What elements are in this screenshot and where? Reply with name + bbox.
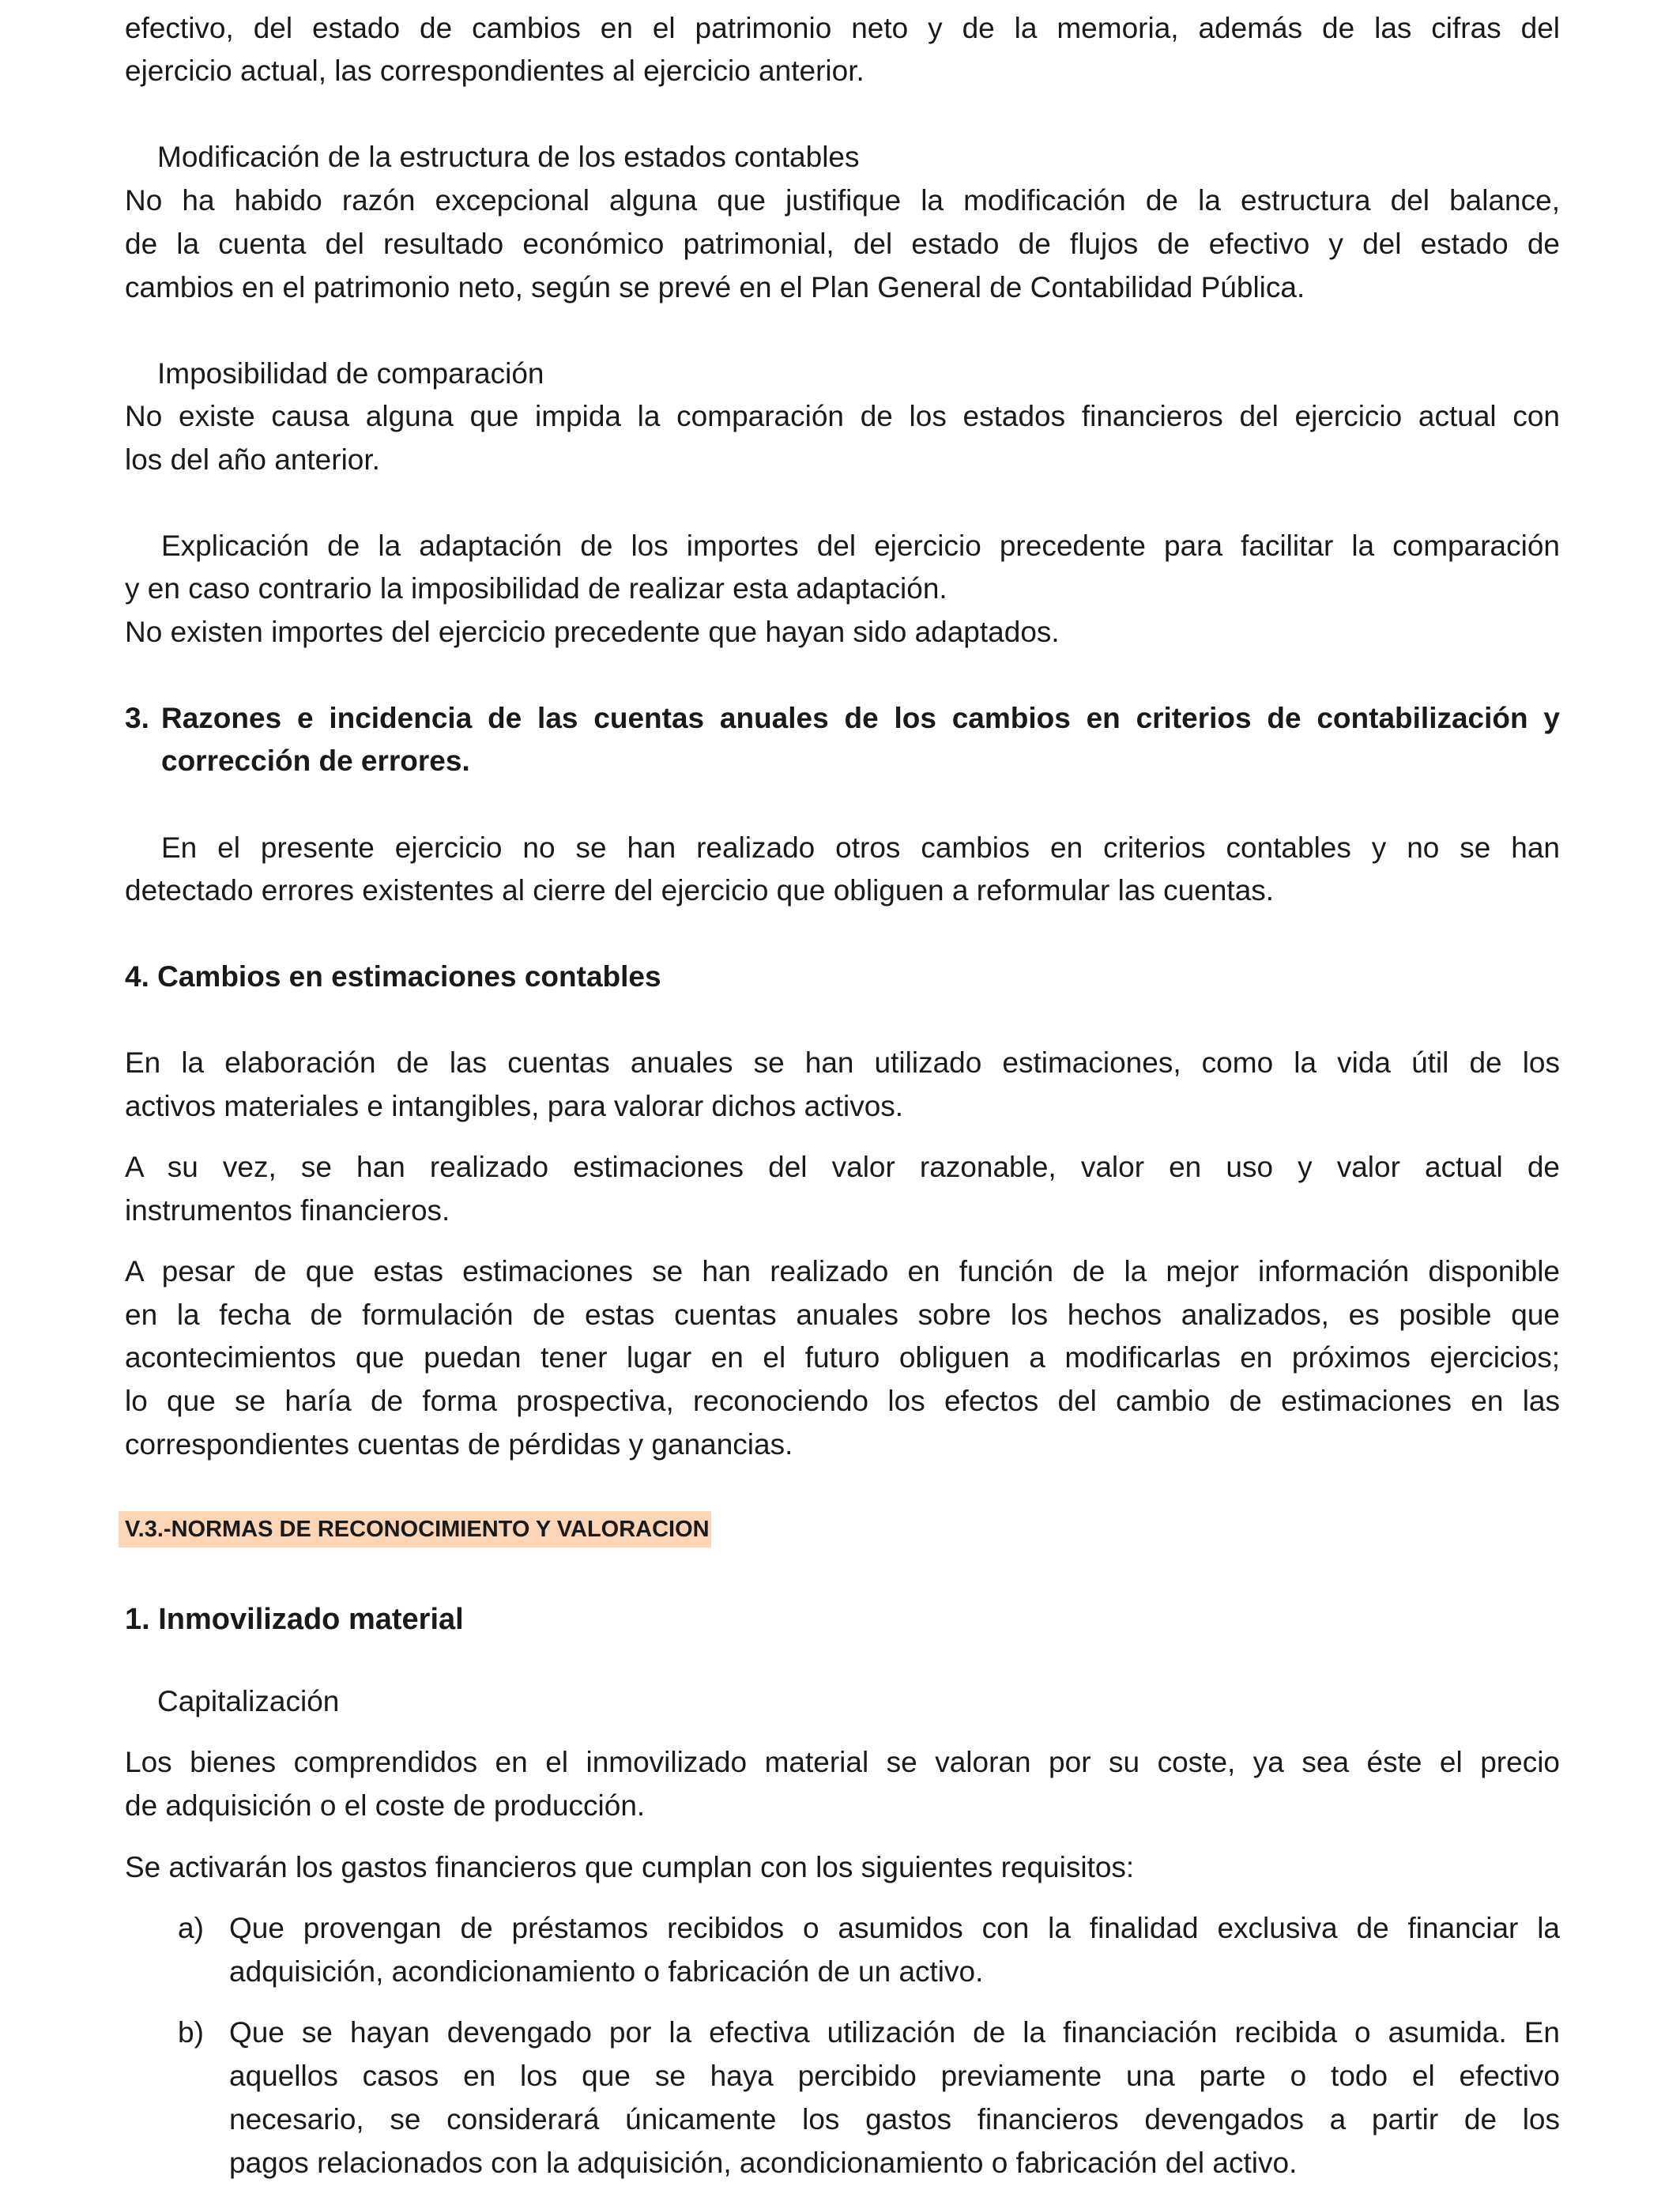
section-4-p3-line-4: lo que se haría de forma prospectiva, reconociendo los efectos del cambio de estimaciones en las xyxy=(125,1385,1560,1417)
modificacion-line-1: No ha habido razón excepcional alguna que justifique la modificación de la estructura del balance, xyxy=(125,184,1560,217)
modificacion-title: Modificación de la estructura de los estados contables xyxy=(157,141,860,173)
list-item-a-marker: a) xyxy=(178,1912,204,1944)
section-3-para-line-2: detectado errores existentes al cierre del ejercicio que obliguen a reformular las cuentas. xyxy=(125,874,1275,907)
list-item-b-line-3: necesario, se considerará únicamente los gastos financieros devengados a partir de los xyxy=(229,2103,1560,2136)
intro-line-1: efectivo, del estado de cambios en el patrimonio neto y de la memoria, además de las cifras del xyxy=(125,12,1560,44)
section-4-p1-line-1: En la elaboración de las cuentas anuales se han utilizado estimaciones, como la vida útil de los xyxy=(125,1046,1560,1079)
v3-heading: V.3.-NORMAS DE RECONOCIMIENTO Y VALORACION xyxy=(125,1517,710,1542)
section-3-para-line-1: En el presente ejercicio no se han realizado otros cambios en criterios contables y no se han xyxy=(161,831,1560,864)
inmovilizado-p1-line-2: de adquisición o el coste de producción. xyxy=(125,1789,646,1822)
section-4-p3-line-5: correspondientes cuentas de pérdidas y ganancias. xyxy=(125,1428,793,1461)
explicacion-line-2: y en caso contrario la imposibilidad de realizar esta adaptación. xyxy=(125,572,947,605)
explicacion-line-1: Explicación de la adaptación de los importes del ejercicio precedente para facilitar la comparación xyxy=(161,530,1560,562)
inmovilizado-p2: Se activarán los gastos financieros que cumplan con los siguientes requisitos: xyxy=(125,1851,1135,1883)
section-4-p1-line-2: activos materiales e intangibles, para valorar dichos activos. xyxy=(125,1090,904,1122)
modificacion-line-2: de la cuenta del resultado económico patrimonial, del estado de flujos de efectivo y del estado de xyxy=(125,228,1560,260)
section-4-p3-line-2: en la fecha de formulación de estas cuentas anuales sobre los hechos analizados, es posible que xyxy=(125,1299,1560,1331)
section-4-p2-line-2: instrumentos financieros. xyxy=(125,1194,450,1227)
intro-line-2: ejercicio actual, las correspondientes al ejercicio anterior. xyxy=(125,55,864,87)
list-item-b-line-4: pagos relacionados con la adquisición, acondicionamiento o fabricación del activo. xyxy=(229,2147,1298,2179)
section-4-p3-line-3: acontecimientos que puedan tener lugar en el futuro obliguen a modificarlas en próximos ejercicios; xyxy=(125,1341,1560,1374)
list-item-a-line-1: Que provengan de préstamos recibidos o asumidos con la finalidad exclusiva de financiar la xyxy=(229,1912,1560,1944)
section-4-p2-line-1: A su vez, se han realizado estimaciones del valor razonable, valor en uso y valor actual de xyxy=(125,1151,1560,1183)
section-3-heading-line-2: corrección de errores. xyxy=(161,745,470,777)
modificacion-line-3: cambios en el patrimonio neto, según se prevé en el Plan General de Contabilidad Pública. xyxy=(125,271,1305,303)
inmovilizado-p1-line-1: Los bienes comprendidos en el inmovilizado material se valoran por su coste, ya sea éste el precio xyxy=(125,1746,1560,1778)
capitalizacion-subtitle: Capitalización xyxy=(157,1685,340,1717)
imposibilidad-line-2: los del año anterior. xyxy=(125,443,380,476)
explicacion-line-3: No existen importes del ejercicio precedente que hayan sido adaptados. xyxy=(125,616,1060,648)
section-4-p3-line-1: A pesar de que estas estimaciones se han realizado en función de la mejor información disponible xyxy=(125,1255,1560,1287)
list-item-a-line-2: adquisición, acondicionamiento o fabricación de un activo. xyxy=(229,1955,984,1988)
imposibilidad-title: Imposibilidad de comparación xyxy=(157,357,544,390)
section-3-heading-line-1: Razones e incidencia de las cuentas anuales de los cambios en criterios de contabilización y xyxy=(161,702,1560,734)
list-item-b-line-2: aquellos casos en los que se haya percibido previamente una parte o todo el efectivo xyxy=(229,2060,1560,2092)
imposibilidad-line-1: No existe causa alguna que impida la comparación de los estados financieros del ejercicio actual con xyxy=(125,400,1560,432)
inmovilizado-heading: 1. Inmovilizado material xyxy=(125,1603,464,1636)
section-4-heading: 4. Cambios en estimaciones contables xyxy=(125,960,661,993)
section-3-number: 3. xyxy=(125,702,149,734)
list-item-b-line-1: Que se hayan devengado por la efectiva utilización de la financiación recibida o asumida. En xyxy=(229,2016,1560,2049)
list-item-b-marker: b) xyxy=(178,2016,204,2049)
